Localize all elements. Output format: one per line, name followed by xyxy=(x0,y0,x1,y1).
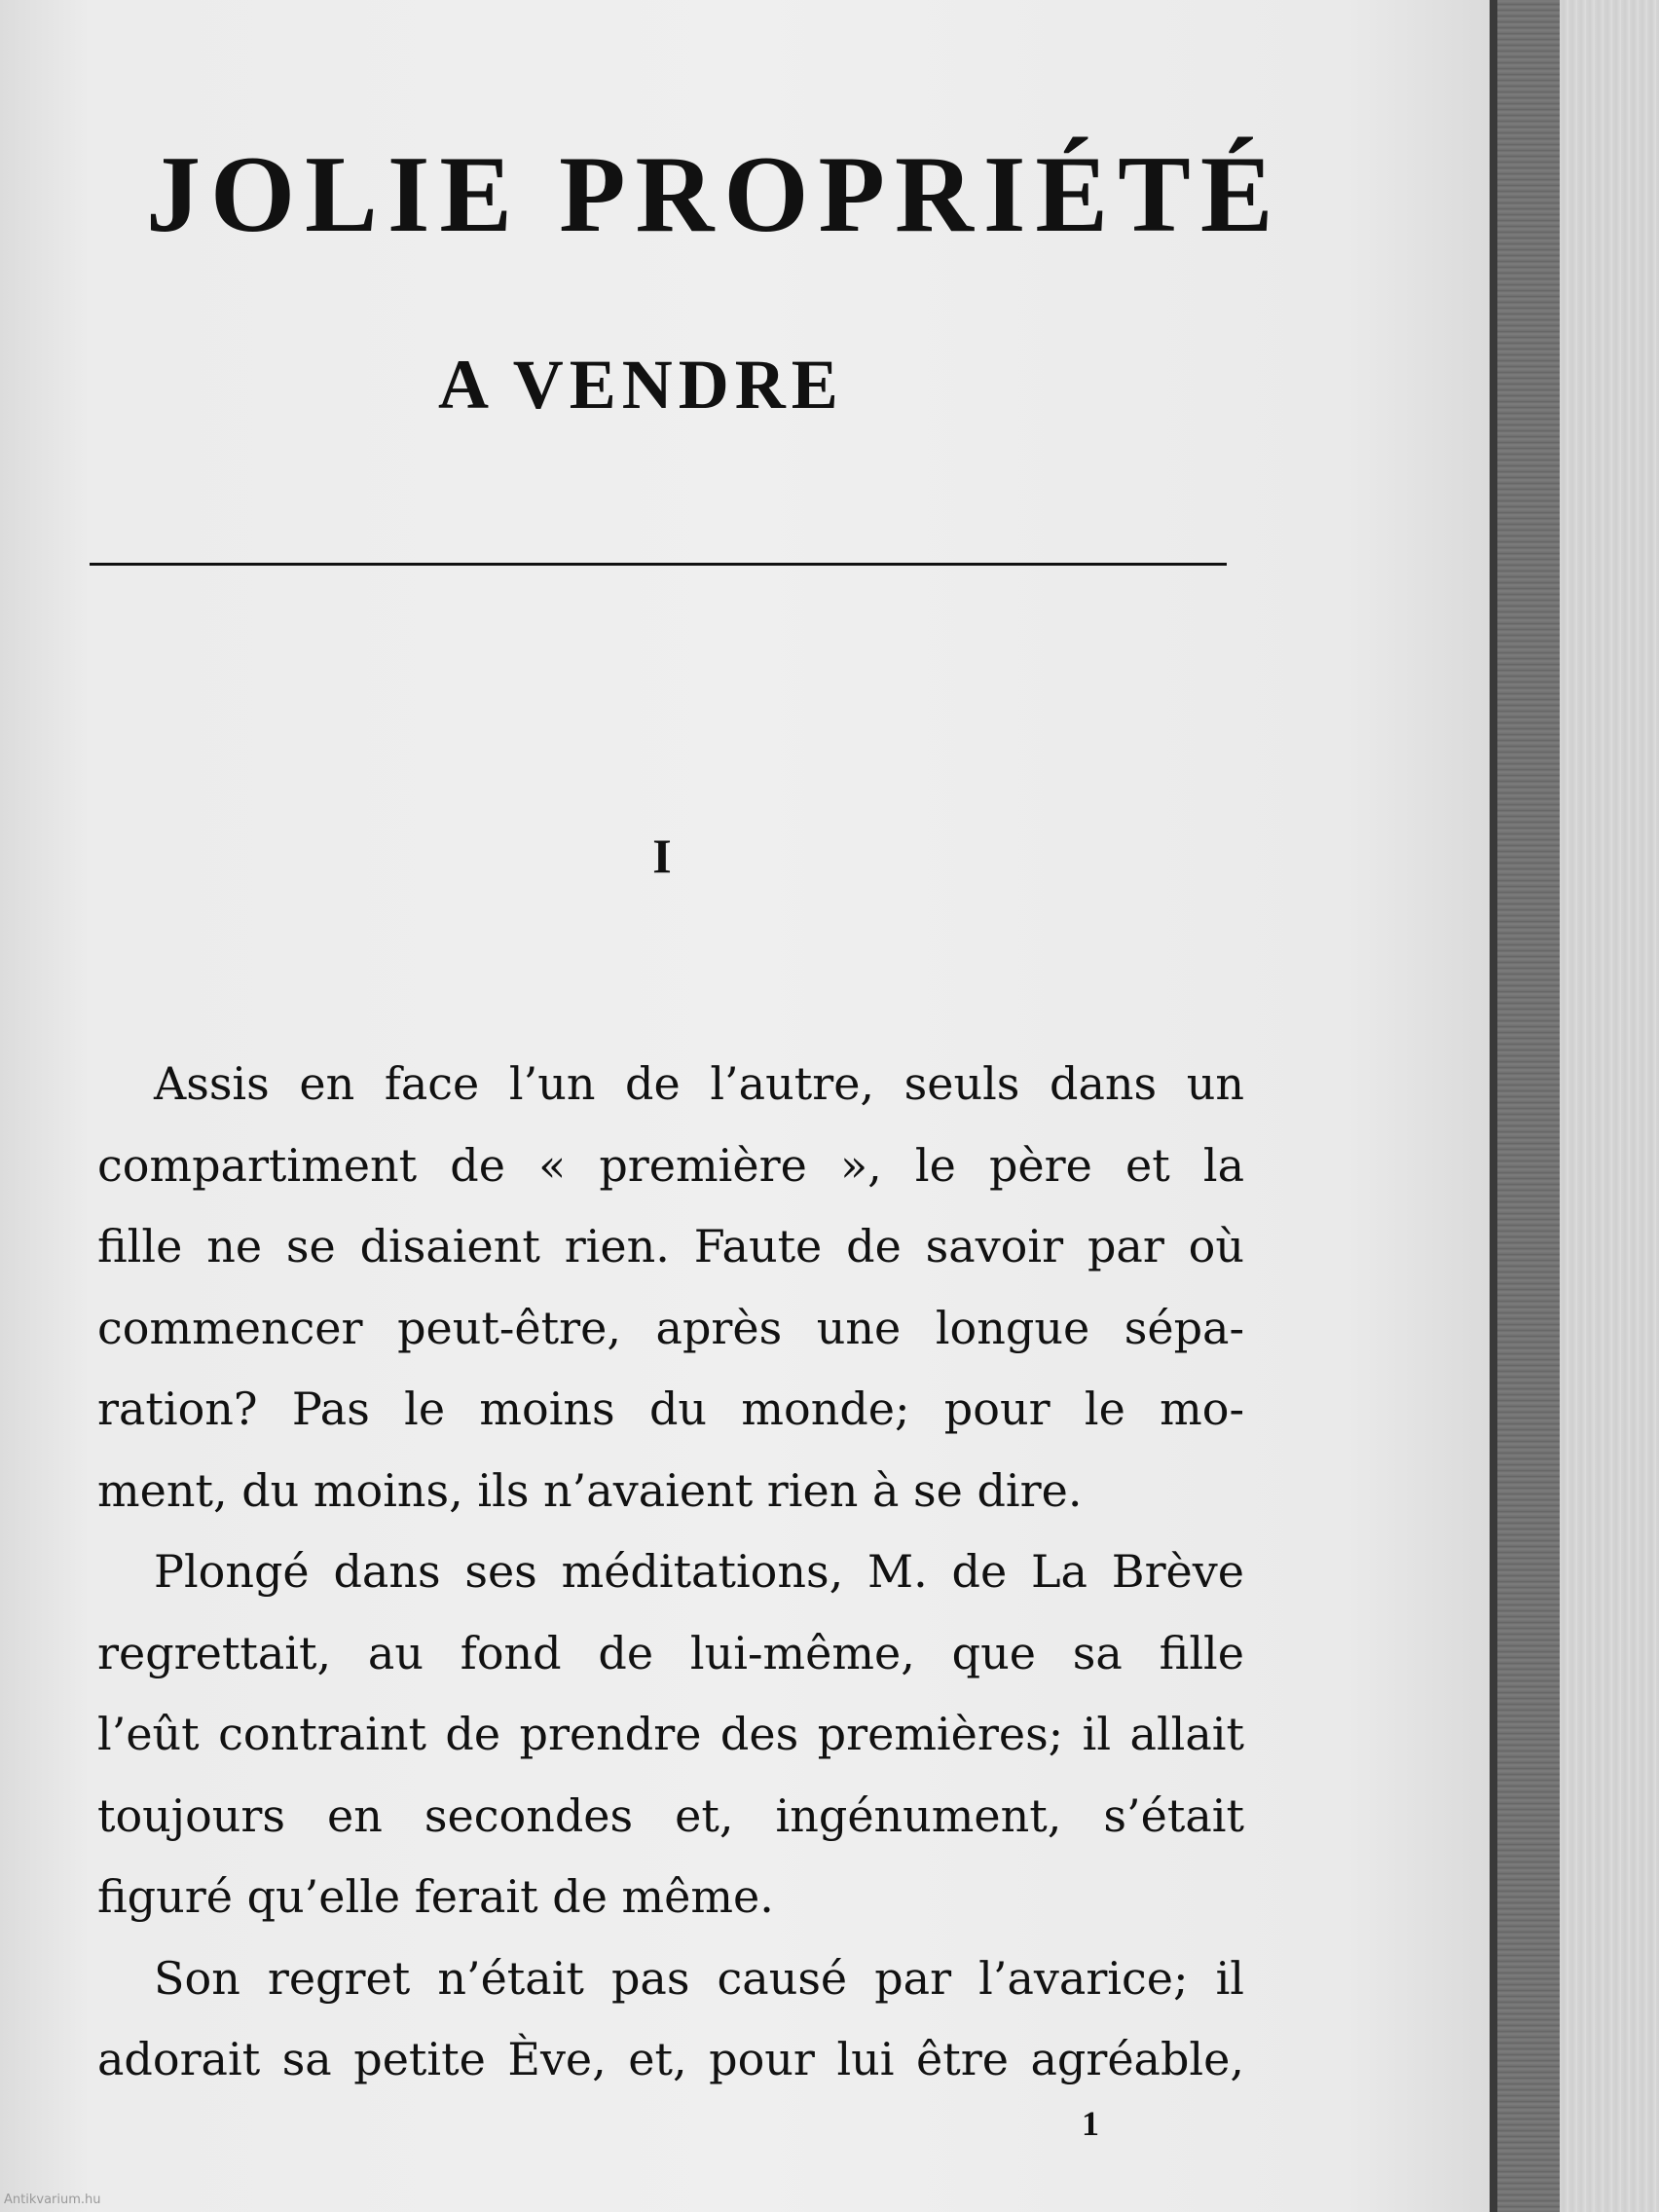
chapter-number: I xyxy=(652,829,672,883)
body-text xyxy=(97,1044,1244,2101)
text-line: Plongé dans ses méditations, M. de La Brève xyxy=(154,1545,1244,1598)
text-line: Assis en face l’un de l’autre, seuls dans un xyxy=(154,1057,1244,1110)
chapter-subtitle: A VENDRE xyxy=(438,346,844,424)
text-line: ment, du moins, ils n’avaient rien à se dire. xyxy=(97,1463,1083,1517)
text-line: regrettait, au fond de lui-même, que sa fille xyxy=(97,1626,1244,1679)
text-line: adorait sa petite Ève, et, pour lui être agréable, xyxy=(97,2033,1244,2085)
text-line: ration? Pas le moins du monde; pour le mo- xyxy=(97,1382,1244,1435)
page-edges xyxy=(1560,0,1659,2212)
page-number: 1 xyxy=(1082,2104,1099,2143)
text-line: l’eût contraint de prendre des premières; il allait xyxy=(97,1708,1244,1760)
chapter-title: JOLIE PROPRIÉTÉ xyxy=(146,134,1283,255)
text-line: toujours en secondes et, ingénument, s’était xyxy=(97,1788,1244,1842)
title-rule xyxy=(90,563,1227,566)
book-gutter xyxy=(1490,0,1560,2212)
text-line: figuré qu’elle ferait de même. xyxy=(97,1870,774,1923)
watermark: Antikvarium.hu xyxy=(4,2193,101,2207)
text-line: compartiment de « première », le père et la xyxy=(97,1138,1244,1192)
text-line: fille ne se disaient rien. Faute de savoir par où xyxy=(97,1220,1244,1272)
text-line: Son regret n’était pas causé par l’avarice; il xyxy=(154,1951,1244,2005)
text-line: commencer peut-être, après une longue sépa- xyxy=(97,1301,1244,1354)
